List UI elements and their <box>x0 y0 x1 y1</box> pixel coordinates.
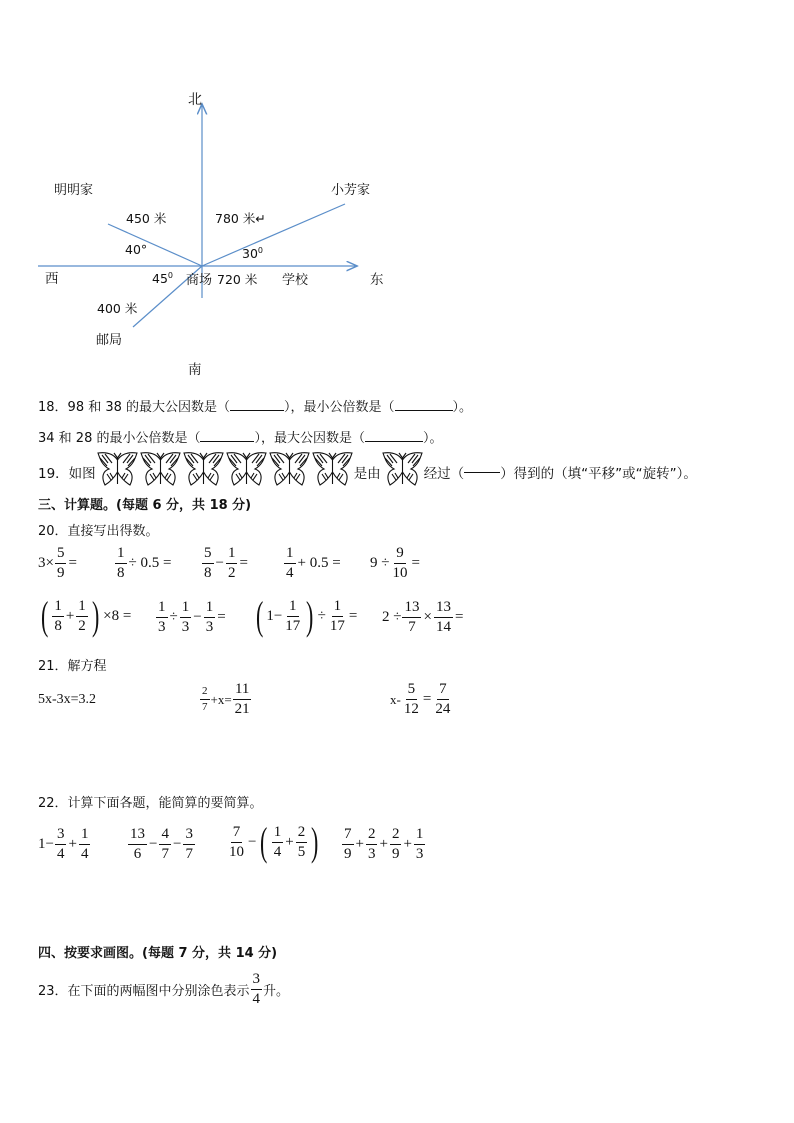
q21-equation-2: $\frac{2}{7}$ +x= $\frac{11}{21}$ <box>202 681 250 717</box>
q20-expr-4: $\frac{1}{4}$ + 0.5 = <box>286 545 341 581</box>
q22-expr-3: $\frac{7}{10}$ − ( $\frac{1}{4}$ + $\frac{2}{5}$ ) <box>229 819 319 864</box>
q20-expr-9: 2 ÷ $\frac{13}{7}$ × $\frac{13}{14}$ = <box>382 599 464 635</box>
q20-expr-1: 3× $\frac{5}{9}$ = <box>38 545 77 581</box>
q20-expr-5: 9 ÷ $\frac{9}{10}$ = <box>370 545 420 581</box>
q20-expr-2: $\frac{1}{8}$ ÷ 0.5 = <box>117 545 172 581</box>
distance-780-label: 780 米↵ <box>215 211 266 226</box>
compass-diagram <box>0 0 794 385</box>
q22-expr-1: 1− $\frac{3}{4}$ + $\frac{1}{4}$ <box>38 826 89 862</box>
q21-equation-1: 5x-3x=3.2 <box>38 692 97 707</box>
butterfly-icon <box>311 451 354 493</box>
section3-heading: 三、计算题。(每题 6 分，共 18 分) <box>38 498 252 513</box>
distance-450-label: 450 米 <box>126 211 167 226</box>
east-label: 东 <box>370 272 384 288</box>
mall-label: 商场 <box>186 273 213 288</box>
q19-line: 19．如图 是由 经过（ ）得到的（填“平移”或“旋转”）。 <box>38 452 697 492</box>
q20-expr-7: $\frac{1}{3}$ ÷ $\frac{1}{3}$ − $\frac{1}{3}$ = <box>158 599 226 635</box>
distance-400-label: 400 米 <box>97 301 138 316</box>
q18-line1: 18．98 和 38 的最大公因数是（ ），最小公倍数是（ ）。 <box>38 400 473 415</box>
mingming-home-label: 明明家 <box>54 183 94 198</box>
south-label: 南 <box>188 362 202 378</box>
q20-expr-3: $\frac{5}{8}$ − $\frac{1}{2}$ = <box>204 545 248 581</box>
butterfly-icon <box>268 451 311 493</box>
butterfly-icon <box>182 451 225 493</box>
q20-expr-6: ( $\frac{1}{8}$ + $\frac{1}{2}$ ) ×8 = <box>40 593 132 638</box>
q21-equation-3: x- $\frac{5}{12}$ = $\frac{7}{24}$ <box>390 681 451 717</box>
q18-line2: 34 和 28 的最小公倍数是（ ），最大公因数是（ ）。 <box>38 431 443 446</box>
q22-title: 22．计算下面各题，能简算的要简算。 <box>38 796 263 811</box>
section4-heading: 四、按要求画图。(每题 7 分，共 14 分) <box>38 946 278 961</box>
butterfly-icon <box>381 451 424 493</box>
north-label: 北 <box>188 92 202 108</box>
angle-30-label: $30^0$ <box>242 246 263 261</box>
school-label: 学校 <box>282 273 309 288</box>
butterfly-icon <box>225 451 268 493</box>
post-office-label: 邮局 <box>96 333 123 348</box>
butterfly-icon <box>139 451 182 493</box>
q23-line: 23．在下面的两幅图中分别涂色表示 $\frac{3}{4}$ 升。 <box>38 971 290 1007</box>
q20-title: 20．直接写出得数。 <box>38 524 159 539</box>
angle-40-label: 40° <box>125 242 148 257</box>
q22-expr-4: $\frac{7}{9}$ + $\frac{2}{3}$ + $\frac{2}{9}$ + $\frac{1}{3}$ <box>344 826 424 862</box>
butterfly-icon <box>96 451 139 493</box>
line-to-mingming <box>108 224 202 266</box>
distance-720-label: 720 米 <box>217 272 258 287</box>
west-label: 西 <box>45 271 59 287</box>
q20-expr-8: ( 1− $\frac{1}{17}$ ) ÷ $\frac{1}{17}$ = <box>255 593 358 638</box>
q21-title: 21．解方程 <box>38 659 107 674</box>
angle-45-label: $45^0$ <box>152 271 173 286</box>
q22-expr-2: $\frac{13}{6}$ − $\frac{4}{7}$ − $\frac{3}{7}$ <box>130 826 193 862</box>
xiaofang-home-label: 小芳家 <box>331 183 371 198</box>
